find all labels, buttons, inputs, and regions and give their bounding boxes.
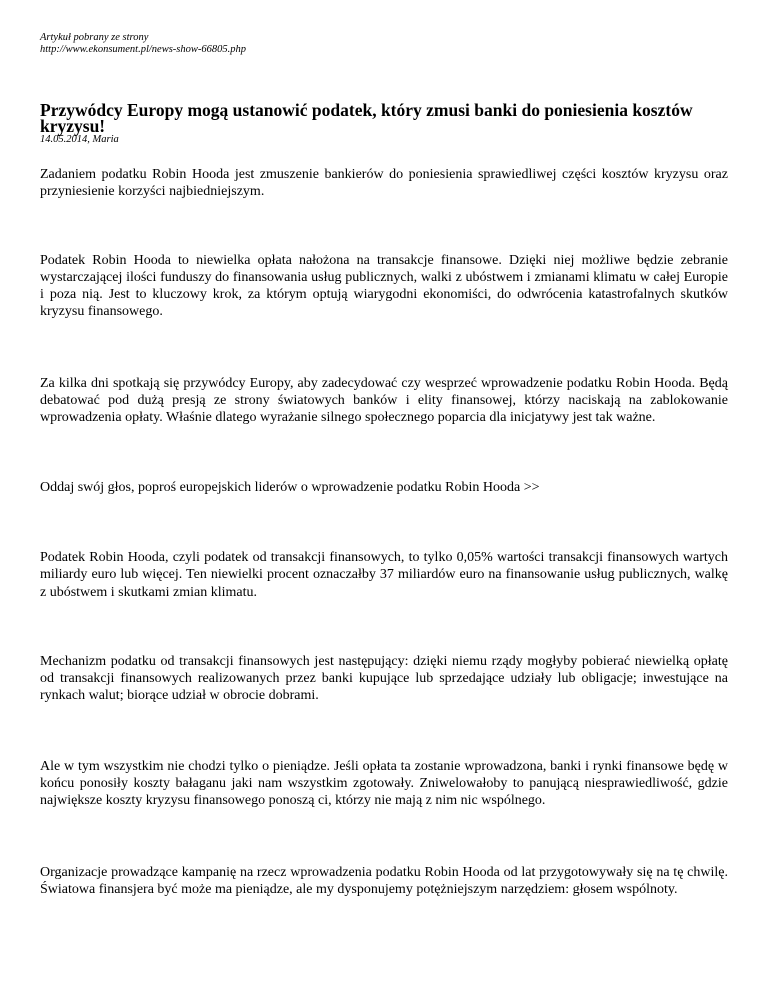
article-paragraph-3: Za kilka dni spotkają się przywódcy Europy, aby zadecydować czy wesprzeć wprowadzenie podatku Robin Hooda. Będą debatować pod dużą presją ze strony światowych banków i elity finansowej, którzy naciskają na zablokowanie wprowadzenia opłaty. Właśnie dlatego wyrażanie silnego społecznego poparcia dla inicjatywy jest tak ważne. [40,375,728,426]
article-paragraph-1: Zadaniem podatku Robin Hooda jest zmuszenie bankierów do poniesienia sprawiedliwej części kosztów kryzysu oraz przyniesienie korzyści najbiedniejszym. [40,167,728,200]
article-paragraph-6: Mechanizm podatku od transakcji finansowych jest następujący: dzięki niemu rządy mogłyby pobierać niewielką opłatę od transakcji finansowych realizowanych przez banki kupujące lub sprzedające udziały lub obligacje; inwestujące na rynkach walut; biorące udział w obrocie dobrami. [40,653,728,704]
article-byline: 14.05.2014, Maria [40,134,119,145]
article-paragraph-2: Podatek Robin Hooda to niewielka opłata nałożona na transakcje finansowe. Dzięki niej możliwe będzie zebranie wystarczającej ilości funduszy do finansowania usług publicznych, walki z ubóstwem i zmianami klimatu w całej Europie i poza nią. Jest to kluczowy krok, za którym optują wiarygodni ekonomiści, do odwrócenia katastrofalnych skutków kryzysu finansowego. [40,252,728,320]
article-title: Przywódcy Europy mogą ustanowić podatek, który zmusi banki do poniesienia kosztów kryzysu! [40,100,693,136]
article-paragraph-7: Ale w tym wszystkim nie chodzi tylko o pieniądze. Jeśli opłata ta zostanie wprowadzona, banki i rynki finansowe będę w końcu ponosiły koszty bałaganu jaki nam wszystkim zgotowały. Zniwelowałoby to panującą niesprawiedliwość, gdzie największe koszty kryzysu finansowego ponoszą ci, którzy nie mają z nim nic wspólnego. [40,758,728,809]
article-paragraph-8: Organizacje prowadzące kampanię na rzecz wprowadzenia podatku Robin Hooda od lat przygotowywały się na tę chwilę. Światowa finansjera być może ma pieniądze, ale my dysponujemy potężniejszym narzędziem: głosem wspólnoty. [40,864,728,897]
vote-call-to-action: Oddaj swój głos, poproś europejskich liderów o wprowadzenie podatku Robin Hooda >> [40,479,540,495]
source-url: http://www.ekonsument.pl/news-show-66805.php [40,44,247,55]
article-paragraph-5: Podatek Robin Hooda, czyli podatek od transakcji finansowych, to tylko 0,05% wartości transakcji finansowych wartych miliardy euro lub więcej. Ten niewielki procent oznaczałby 37 miliardów euro na finansowanie usług publicznych, walkę z ubóstwem i skutkami zmian klimatu. [40,549,728,600]
source-label: Artykuł pobrany ze strony [40,32,149,43]
document-page [40,32,728,898]
